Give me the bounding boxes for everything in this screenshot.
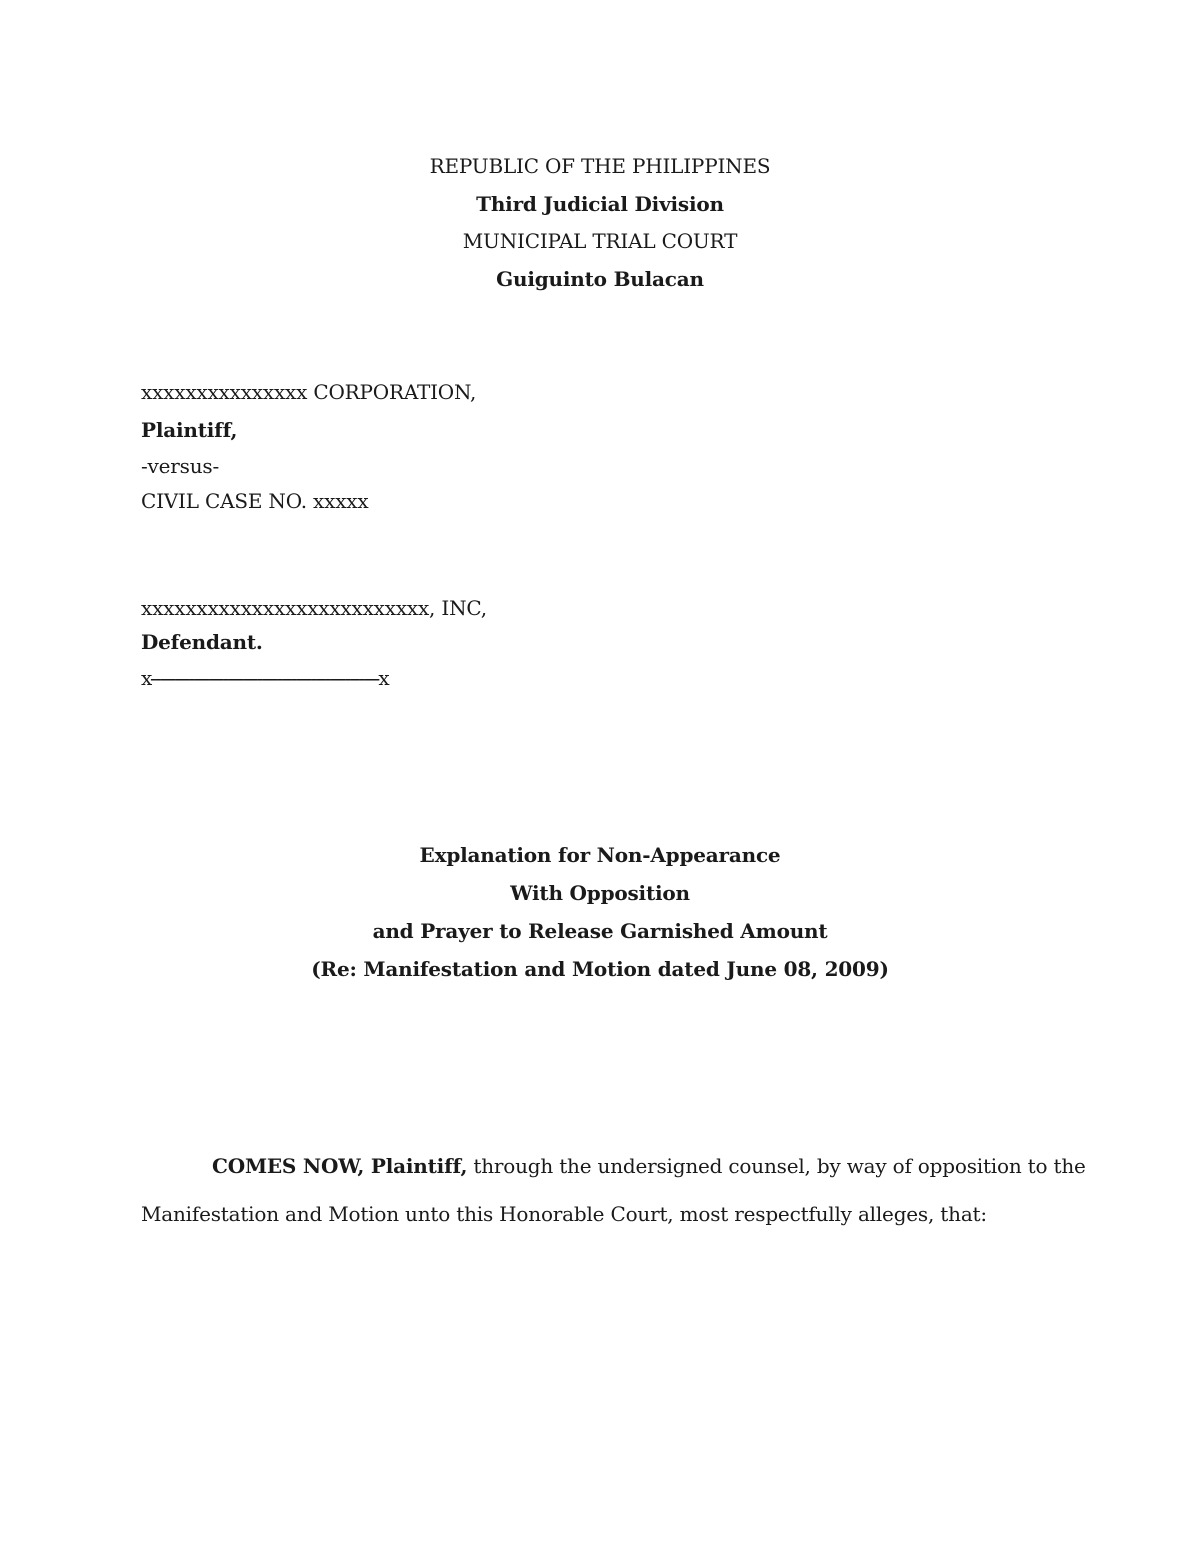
pleading-title-line-1: Explanation for Non-Appearance bbox=[419, 843, 781, 867]
defendant-label: Defendant. bbox=[141, 630, 263, 654]
caption-separator: x-----------------------------------------------x bbox=[141, 666, 388, 690]
plaintiff-label: Plaintiff, bbox=[141, 418, 238, 442]
republic-heading: REPUBLIC OF THE PHILIPPINES bbox=[429, 154, 771, 178]
pleading-title-line-2: With Opposition bbox=[510, 881, 690, 905]
court-heading: MUNICIPAL TRIAL COURT bbox=[462, 229, 738, 253]
body-paragraph-line-1 bbox=[212, 1154, 1086, 1178]
pleading-title-line-4: (Re: Manifestation and Motion dated June 08, 2009) bbox=[311, 957, 889, 981]
pleading-title-line-3: and Prayer to Release Garnished Amount bbox=[372, 919, 828, 943]
division-heading: Third Judicial Division bbox=[476, 192, 724, 216]
versus-label: -versus- bbox=[141, 454, 220, 478]
body-line-1-text: through the undersigned counsel, by way of opposition to the bbox=[467, 1154, 1086, 1178]
defendant-name: xxxxxxxxxxxxxxxxxxxxxxxxxx, INC, bbox=[141, 596, 487, 620]
case-number: CIVIL CASE NO. xxxxx bbox=[141, 489, 369, 513]
body-paragraph-line-2: Manifestation and Motion unto this Honorable Court, most respectfully alleges, that: bbox=[141, 1202, 987, 1226]
plaintiff-ref: Plaintiff, bbox=[370, 1154, 468, 1178]
location-heading: Guiguinto Bulacan bbox=[496, 267, 704, 291]
plaintiff-name: xxxxxxxxxxxxxxx CORPORATION, bbox=[141, 380, 477, 404]
comes-now-lead: COMES NOW, bbox=[212, 1154, 371, 1178]
